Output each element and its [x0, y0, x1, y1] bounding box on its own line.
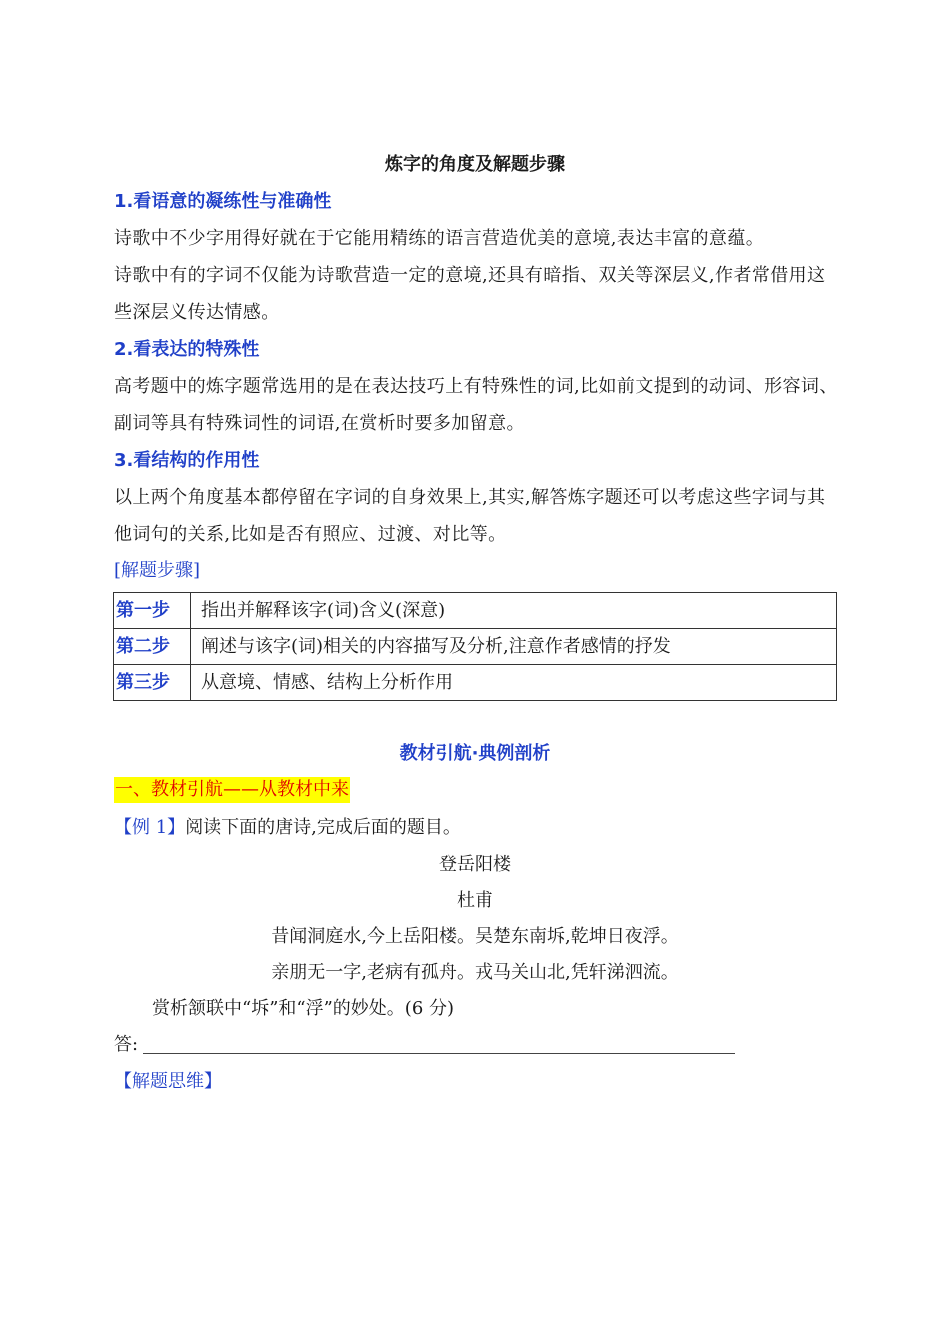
poem-title: 登岳阳楼 [439, 854, 511, 875]
table-row [114, 665, 837, 701]
textbook-guide-heading: 一、教材引航——从教材中来 [114, 777, 350, 803]
answer-blank-line[interactable] [143, 1053, 735, 1054]
section-heading-1: 1.看语意的凝练性与准确性 [114, 191, 332, 212]
step-label: 第一步 [114, 593, 191, 629]
example-intro [114, 815, 461, 841]
poem-line: 昔闻洞庭水,今上岳阳楼。吴楚东南坼,乾坤日夜浮。 [271, 926, 679, 947]
example-tag: 【例 1】 [114, 817, 186, 838]
table-row [114, 593, 837, 629]
question-text: 赏析颔联中“坼”和“浮”的妙处。(6 分) [152, 998, 455, 1019]
poem-line: 亲朋无一字,老病有孤舟。戎马关山北,凭轩涕泗流。 [271, 962, 679, 983]
section-2-paragraph-1: 高考题中的炼字题常选用的是在表达技巧上有特殊性的词,比如前文提到的动词、形容词、副词等具有特殊词性的词语,在赏析时要多加留意。 [114, 376, 838, 434]
thinking-label: 【解题思维】 [114, 1071, 222, 1092]
step-label: 第三步 [114, 665, 191, 701]
page-title: 炼字的角度及解题步骤 [385, 154, 565, 175]
steps-table [113, 592, 837, 701]
section-heading-2: 2.看表达的特殊性 [114, 339, 260, 360]
section-1-paragraph-2: 诗歌中有的字词不仅能为诗歌营造一定的意境,还具有暗指、双关等深层义,作者常借用这些深层义传达情感。 [114, 265, 826, 323]
answer-label: 答: [114, 1034, 139, 1055]
example-intro-text: 阅读下面的唐诗,完成后面的题目。 [185, 817, 461, 838]
step-text: 阐述与该字(词)相关的内容描写及分析,注意作者感情的抒发 [191, 629, 837, 665]
step-text: 指出并解释该字(词)含义(深意) [191, 593, 837, 629]
section-1-paragraph-1: 诗歌中不少字用得好就在于它能用精练的语言营造优美的意境,表达丰富的意蕴。 [114, 228, 765, 249]
steps-title: [解题步骤] [114, 560, 201, 581]
section-heading-3: 3.看结构的作用性 [114, 450, 260, 471]
step-text: 从意境、情感、结构上分析作用 [191, 665, 837, 701]
poem-author: 杜甫 [457, 890, 493, 911]
table-row [114, 629, 837, 665]
step-label: 第二步 [114, 629, 191, 665]
section-2-title: 教材引航·典例剖析 [399, 743, 551, 764]
section-3-paragraph-1: 以上两个角度基本都停留在字词的自身效果上,其实,解答炼字题还可以考虑这些字词与其他词句的关系,比如是否有照应、过渡、对比等。 [114, 487, 826, 545]
